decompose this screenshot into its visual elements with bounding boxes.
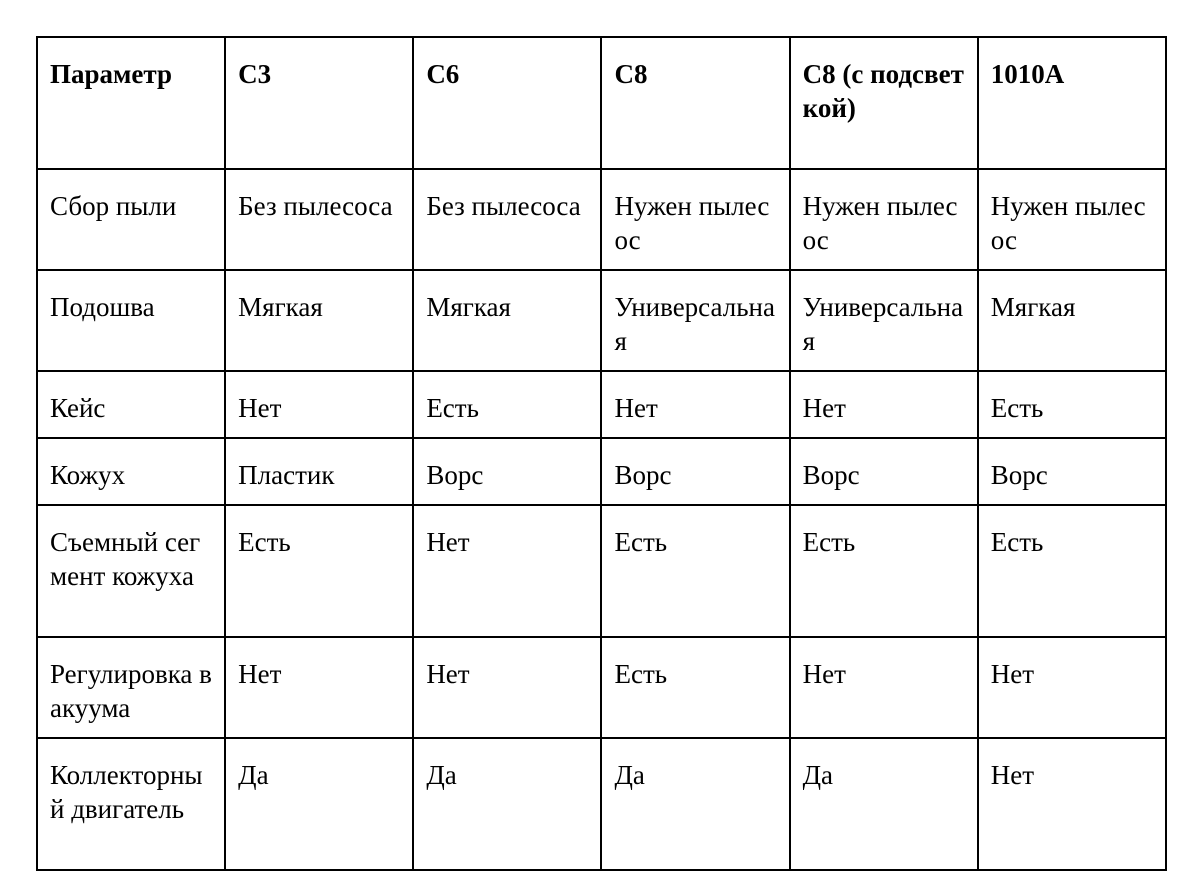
table-cell: Нет — [413, 505, 601, 637]
row-label-cell: Сбор пыли — [37, 169, 225, 270]
header-cell: Параметр — [37, 37, 225, 169]
row-label-cell: Съемный сегмент кожуха — [37, 505, 225, 637]
table-cell: Нет — [978, 738, 1166, 870]
table-cell: Универсальная — [601, 270, 789, 371]
table-cell: Есть — [601, 637, 789, 738]
row-label-cell: Подошва — [37, 270, 225, 371]
comparison-table — [36, 36, 1167, 871]
table-cell: Нет — [978, 637, 1166, 738]
table-cell: Без пылесоса — [413, 169, 601, 270]
table-cell: Да — [413, 738, 601, 870]
table-row — [37, 738, 1166, 870]
header-cell: C3 — [225, 37, 413, 169]
row-label-cell: Регулировка вакуума — [37, 637, 225, 738]
table-cell: Пластик — [225, 438, 413, 505]
header-cell: C8 — [601, 37, 789, 169]
table-cell: Нет — [225, 637, 413, 738]
table-cell: Нет — [413, 637, 601, 738]
table-cell: Нужен пылесос — [978, 169, 1166, 270]
table-cell: Ворс — [413, 438, 601, 505]
table-cell: Да — [790, 738, 978, 870]
table-cell: Есть — [978, 371, 1166, 438]
table-row — [37, 270, 1166, 371]
table-cell: Нет — [601, 371, 789, 438]
table-row — [37, 169, 1166, 270]
table-row — [37, 371, 1166, 438]
table-cell: Нет — [790, 637, 978, 738]
table-cell: Есть — [225, 505, 413, 637]
table-row — [37, 637, 1166, 738]
table-cell: Есть — [413, 371, 601, 438]
table-header-row — [37, 37, 1166, 169]
table-cell: Нужен пылесос — [790, 169, 978, 270]
table-cell: Ворс — [601, 438, 789, 505]
header-cell: C6 — [413, 37, 601, 169]
table-row — [37, 438, 1166, 505]
table-cell: Ворс — [790, 438, 978, 505]
table-cell: Есть — [790, 505, 978, 637]
table-cell: Да — [225, 738, 413, 870]
row-label-cell: Кейс — [37, 371, 225, 438]
header-cell: 1010A — [978, 37, 1166, 169]
table-cell: Нужен пылесос — [601, 169, 789, 270]
header-cell: C8 (с подсветкой) — [790, 37, 978, 169]
table-cell: Есть — [601, 505, 789, 637]
table-cell: Есть — [978, 505, 1166, 637]
document-page — [36, 36, 1167, 871]
table-row — [37, 505, 1166, 637]
table-cell: Нет — [790, 371, 978, 438]
row-label-cell: Коллекторный двигатель — [37, 738, 225, 870]
table-cell: Мягкая — [225, 270, 413, 371]
table-cell: Универсальная — [790, 270, 978, 371]
table-cell: Да — [601, 738, 789, 870]
table-cell: Ворс — [978, 438, 1166, 505]
table-cell: Мягкая — [413, 270, 601, 371]
row-label-cell: Кожух — [37, 438, 225, 505]
table-cell: Без пылесоса — [225, 169, 413, 270]
table-cell: Мягкая — [978, 270, 1166, 371]
table-cell: Нет — [225, 371, 413, 438]
